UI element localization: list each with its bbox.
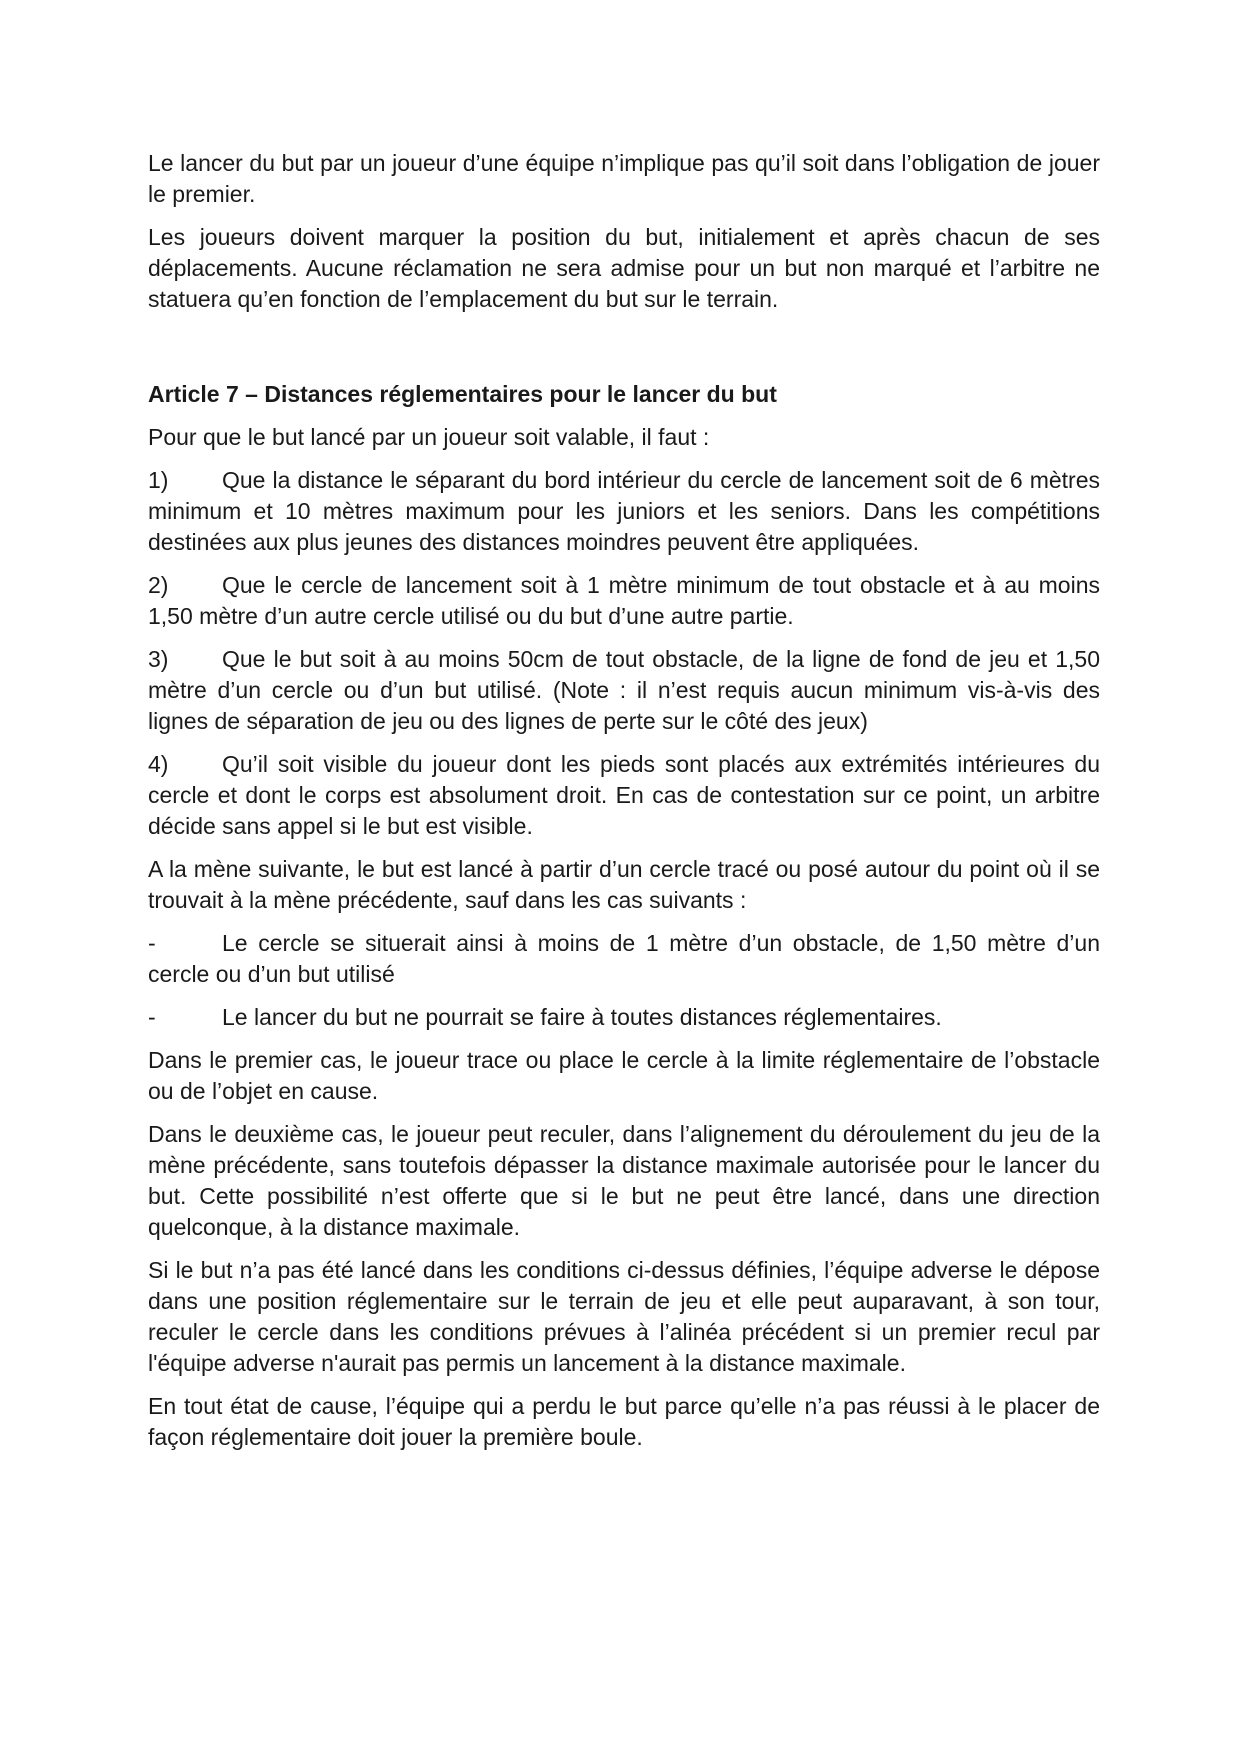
condition-text: Que la distance le séparant du bord intérieur du cercle de lancement soit de 6 mètres minimum et 10 mètres maximum pour les juniors et les seniors. Dans les compétitions destinées aux plus jeunes des distances moindres peuvent être appliquées. xyxy=(148,467,1100,555)
condition-3 xyxy=(148,644,1100,737)
exception-1 xyxy=(148,928,1100,990)
exception-text: Le lancer du but ne pourrait se faire à toutes distances réglementaires. xyxy=(222,1004,942,1030)
article-heading: Article 7 – Distances réglementaires pour le lancer du but xyxy=(148,381,777,407)
condition-2 xyxy=(148,570,1100,632)
next-mene-paragraph: A la mène suivante, le but est lancé à partir d’un cercle tracé ou posé autour du point où il se trouvait à la mène précédente, sauf dans les cas suivants : xyxy=(148,856,1100,913)
paragraph-second-case: Dans le deuxième cas, le joueur peut reculer, dans l’alignement du déroulement du jeu de la mène précédente, sans toutefois dépasser la distance maximale autorisée pour le lancer du but. Cette possibilité n’est offerte que si le but ne peut être lancé, dans une direction quelconque, à la distance maximale. xyxy=(148,1121,1100,1240)
intro-paragraph-2: Les joueurs doivent marquer la position du but, initialement et après chacun de ses déplacements. Aucune réclamation ne sera admise pour un but non marqué et l’arbitre ne statuera qu’en fonction de l’emplacement du but sur le terrain. xyxy=(148,224,1100,312)
condition-marker: 4) xyxy=(148,751,169,777)
paragraph-conclusion: En tout état de cause, l’équipe qui a perdu le but parce qu’elle n’a pas réussi à le placer de façon réglementaire doit jouer la première boule. xyxy=(148,1393,1100,1450)
condition-marker: 2) xyxy=(148,572,169,598)
condition-1 xyxy=(148,465,1100,558)
condition-text: Qu’il soit visible du joueur dont les pieds sont placés aux extrémités intérieures du cercle et dont le corps est absolument droit. En cas de contestation sur ce point, un arbitre décide sans appel si le but est visible. xyxy=(148,751,1100,839)
exception-marker: - xyxy=(148,1004,156,1030)
paragraph-adverse-team: Si le but n’a pas été lancé dans les conditions ci-dessus définies, l’équipe adverse le dépose dans une position réglementaire sur le terrain de jeu et elle peut auparavant, à son tour, reculer le cercle dans les conditions prévues à l’alinéa précédent si un premier recul par l'équipe adverse n'aurait pas permis un lancement à la distance maximale. xyxy=(148,1257,1100,1376)
exception-2 xyxy=(148,1002,1100,1033)
condition-text: Que le cercle de lancement soit à 1 mètre minimum de tout obstacle et à au moins 1,50 mètre d’un autre cercle utilisé ou du but d’une autre partie. xyxy=(148,572,1100,629)
condition-marker: 1) xyxy=(148,467,169,493)
condition-4 xyxy=(148,749,1100,842)
condition-text: Que le but soit à au moins 50cm de tout obstacle, de la ligne de fond de jeu et 1,50 mètre d’un cercle ou d’un but utilisé. (Note : il n’est requis aucun minimum vis-à-vis des lignes de séparation de jeu ou des lignes de perte sur le côté des jeux) xyxy=(148,646,1100,734)
article-lead: Pour que le but lancé par un joueur soit valable, il faut : xyxy=(148,424,710,450)
condition-marker: 3) xyxy=(148,646,169,672)
exception-marker: - xyxy=(148,930,156,956)
paragraph-first-case: Dans le premier cas, le joueur trace ou place le cercle à la limite réglementaire de l’obstacle ou de l’objet en cause. xyxy=(148,1047,1100,1104)
intro-paragraph-1: Le lancer du but par un joueur d’une équipe n’implique pas qu’il soit dans l’obligation de jouer le premier. xyxy=(148,150,1100,207)
document-page xyxy=(148,148,1100,1465)
exception-text: Le cercle se situerait ainsi à moins de 1 mètre d’un obstacle, de 1,50 mètre d’un cercle ou d’un but utilisé xyxy=(148,930,1100,987)
